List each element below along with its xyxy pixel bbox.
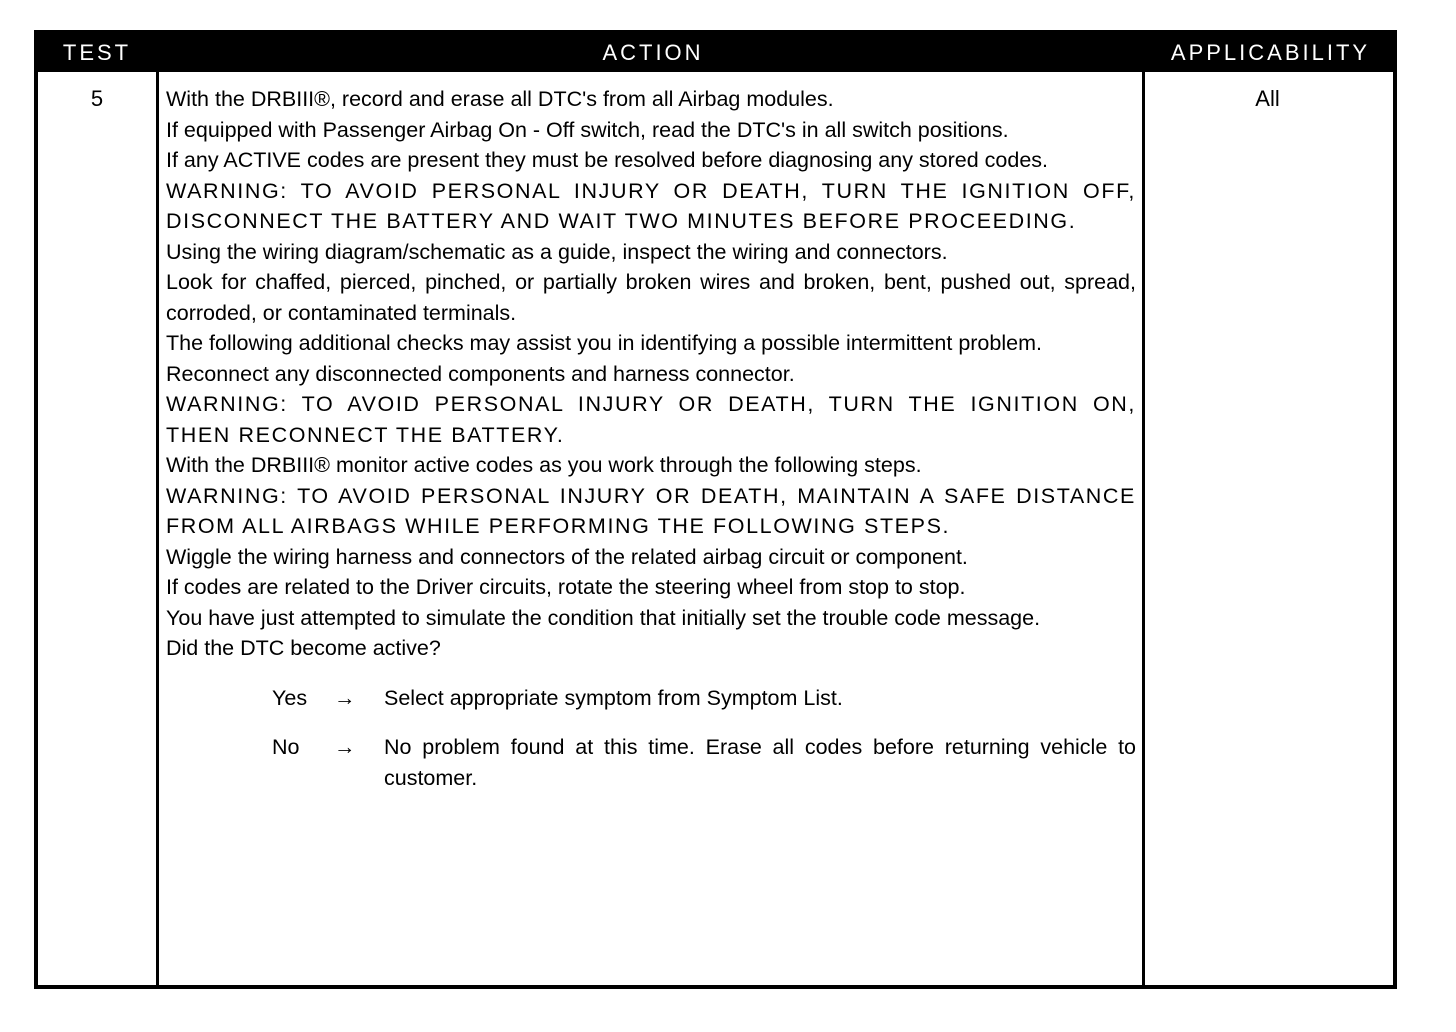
action-step: If codes are related to the Driver circuits, rotate the steering wheel from stop to stop. bbox=[166, 575, 966, 599]
warning-text: WARNING: TO AVOID PERSONAL INJURY OR DEATH, TURN THE IGNITION ON, THEN RECONNECT THE BATTERY. bbox=[166, 392, 1136, 447]
action-step: Look for chaffed, pierced, pinched, or partially broken wires and broken, bent, pushed out, spread, corroded, or contaminated terminals. bbox=[166, 270, 1136, 325]
action-step: Using the wiring diagram/schematic as a guide, inspect the wiring and connectors. bbox=[166, 239, 948, 264]
header-action: ACTION bbox=[602, 40, 704, 65]
action-step: You have just attempted to simulate the condition that initially set the trouble code message. bbox=[166, 605, 1041, 630]
header-test: TEST bbox=[62, 40, 132, 65]
choice-yes bbox=[166, 683, 1136, 714]
arrow-right-icon: → bbox=[334, 735, 356, 759]
arrow-right-icon: → bbox=[334, 685, 356, 710]
action-step: With the DRBIII® monitor active codes as you work through the following steps. bbox=[166, 453, 922, 477]
column-divider bbox=[156, 72, 159, 985]
warning-text: WARNING: TO AVOID PERSONAL INJURY OR DEATH, MAINTAIN A SAFE DISTANCE FROM ALL AIRBAGS WHILE PERFORMING THE FOLLOWING STEPS. bbox=[166, 483, 1136, 538]
action-step: If any ACTIVE codes are present they must be resolved before diagnosing any stored codes. bbox=[166, 148, 1049, 172]
action-step: With the DRBIII®, record and erase all DTC's from all Airbag modules. bbox=[166, 87, 834, 111]
warning-text: WARNING: TO AVOID PERSONAL INJURY OR DEATH, TURN THE IGNITION OFF, DISCONNECT THE BATTERY AND WAIT TWO MINUTES BEFORE PROCEEDING. bbox=[166, 178, 1136, 233]
choice-no bbox=[166, 732, 1136, 793]
question-text: Did the DTC become active? bbox=[166, 636, 441, 660]
action-step: Reconnect any disconnected components and harness connector. bbox=[166, 361, 795, 386]
column-divider bbox=[1142, 72, 1145, 985]
action-cell bbox=[166, 84, 1136, 793]
test-number: 5 bbox=[90, 86, 104, 111]
header-applicability: APPLICABILITY bbox=[1170, 40, 1371, 65]
choice-text: Select appropriate symptom from Symptom List. bbox=[384, 685, 843, 710]
applicability-value: All bbox=[1255, 86, 1280, 111]
choice-label: Yes bbox=[272, 685, 308, 710]
choice-label: No bbox=[272, 735, 300, 759]
diagnostic-table bbox=[34, 30, 1397, 989]
action-step: Wiggle the wiring harness and connectors of the related airbag circuit or component. bbox=[166, 544, 968, 569]
choice-text: No problem found at this time. Erase all codes before returning vehicle to customer. bbox=[384, 735, 1136, 790]
table-header bbox=[38, 34, 1393, 72]
action-step: The following additional checks may assist you in identifying a possible intermittent problem. bbox=[166, 331, 1042, 355]
action-step: If equipped with Passenger Airbag On - Off switch, read the DTC's in all switch positions. bbox=[166, 117, 1009, 142]
